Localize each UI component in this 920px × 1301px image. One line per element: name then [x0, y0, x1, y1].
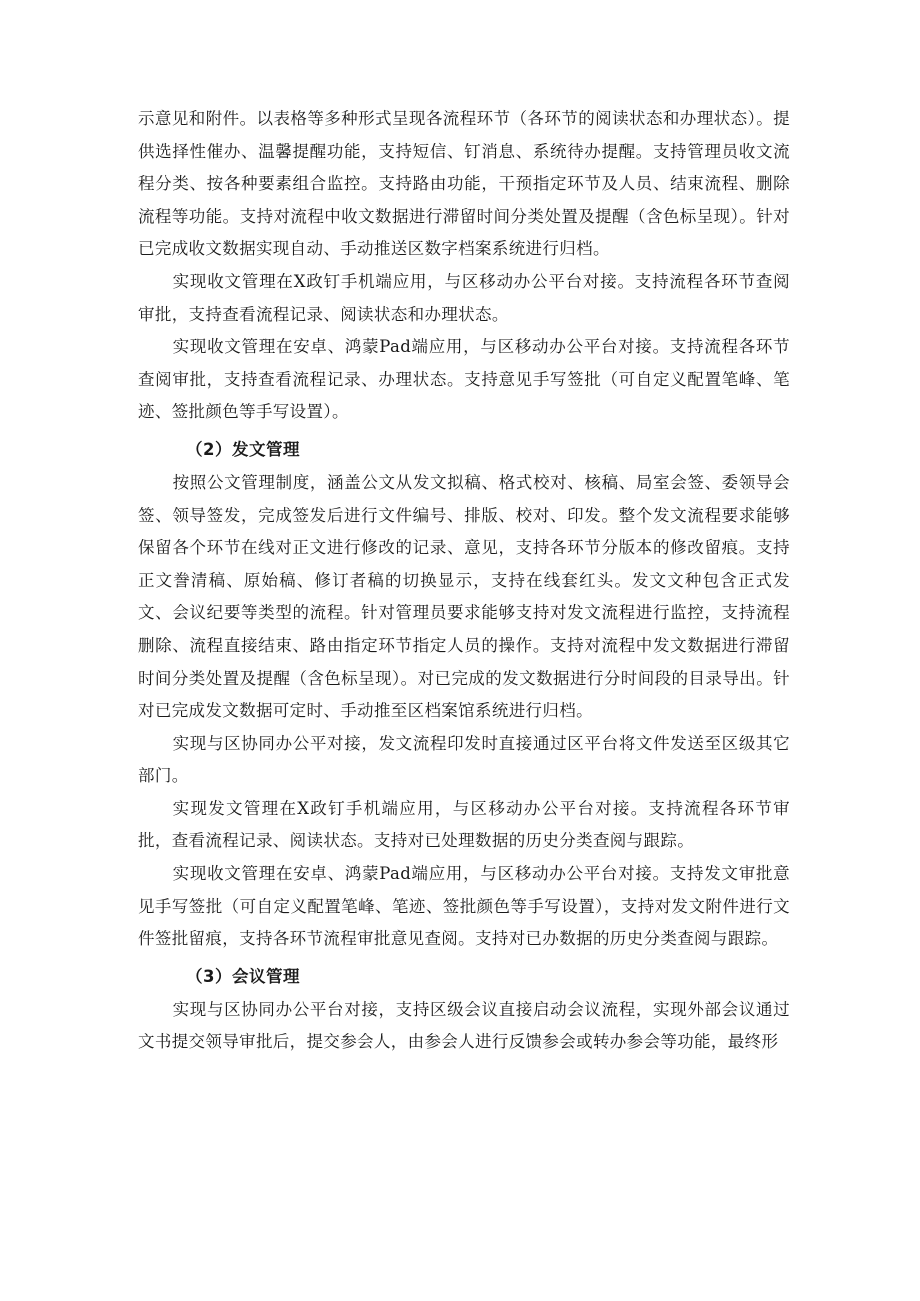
paragraph-dispatch-collab: 实现与区协同办公平对接，发文流程印发时直接通过区平台将文件发送至区级其它部门。	[138, 733, 790, 786]
paragraph-receipt-pad: 实现收文管理在安卓、鸿蒙Pad端应用，与区移动办公平台对接。支持流程各环节查阅审批，支持查看流程记录、办理状态。支持意见手写签批（可自定义配置笔峰、笔迹、签批颜色等手写设置）。	[138, 337, 790, 422]
section-heading-meeting: （3）会议管理	[186, 966, 300, 986]
paragraph-dispatch-pad: 实现收文管理在安卓、鸿蒙Pad端应用，与区移动办公平台对接。支持发文审批意见手写签批（可自定义配置笔峰、笔迹、签批颜色等手写设置），支持对发文附件进行文件签批留痕，支持各环节流程审批意见查阅。支持对已办数据的历史分类查阅与跟踪。	[138, 864, 790, 949]
paragraph-dispatch-mobile: 实现发文管理在X政钉手机端应用，与区移动办公平台对接。支持流程各环节审批，查看流程记录、阅读状态。支持对已处理数据的历史分类查阅与跟踪。	[138, 798, 790, 851]
section-heading-dispatch: （2）发文管理	[186, 439, 300, 459]
paragraph-meeting-features: 实现与区协同办公平台对接，支持区级会议直接启动会议流程，实现外部会议通过文书提交领导审批后，提交参会人，由参会人进行反馈参会或转办参会等功能，最终形	[138, 999, 790, 1052]
paragraph-receipt-features: 示意见和附件。以表格等多种形式呈现各流程环节（各环节的阅读状态和办理状态）。提供选择性催办、温馨提醒功能，支持短信、钉消息、系统待办提醒。支持管理员收文流程分类、按各种要素组合监控。支持路由功能，干预指定环节及人员、结束流程、删除流程等功能。支持对流程中收文数据进行滞留时间分类处置及提醒（含色标呈现）。针对已完成收文数据实现自动、手动推送区数字档案系统进行归档。	[138, 109, 790, 259]
paragraph-dispatch-features: 按照公文管理制度，涵盖公文从发文拟稿、格式校对、核稿、局室会签、委领导会签、领导签发，完成签发后进行文件编号、排版、校对、印发。整个发文流程要求能够保留各个环节在线对正文进行修改的记录、意见，支持各环节分版本的修改留痕。支持正文誊清稿、原始稿、修订者稿的切换显示，支持在线套红头。发文文种包含正式发文、会议纪要等类型的流程。针对管理员要求能够支持对发文流程进行监控，支持流程删除、流程直接结束、路由指定环节指定人员的操作。支持对流程中发文数据进行滞留时间分类处置及提醒（含色标呈现）。对已完成的发文数据进行分时间段的目录导出。针对已完成发文数据可定时、手动推至区档案馆系统进行归档。	[138, 472, 790, 721]
document-body	[138, 103, 790, 1059]
paragraph-receipt-mobile: 实现收文管理在X政钉手机端应用，与区移动办公平台对接。支持流程各环节查阅审批，支持查看流程记录、阅读状态和办理状态。	[138, 271, 790, 324]
